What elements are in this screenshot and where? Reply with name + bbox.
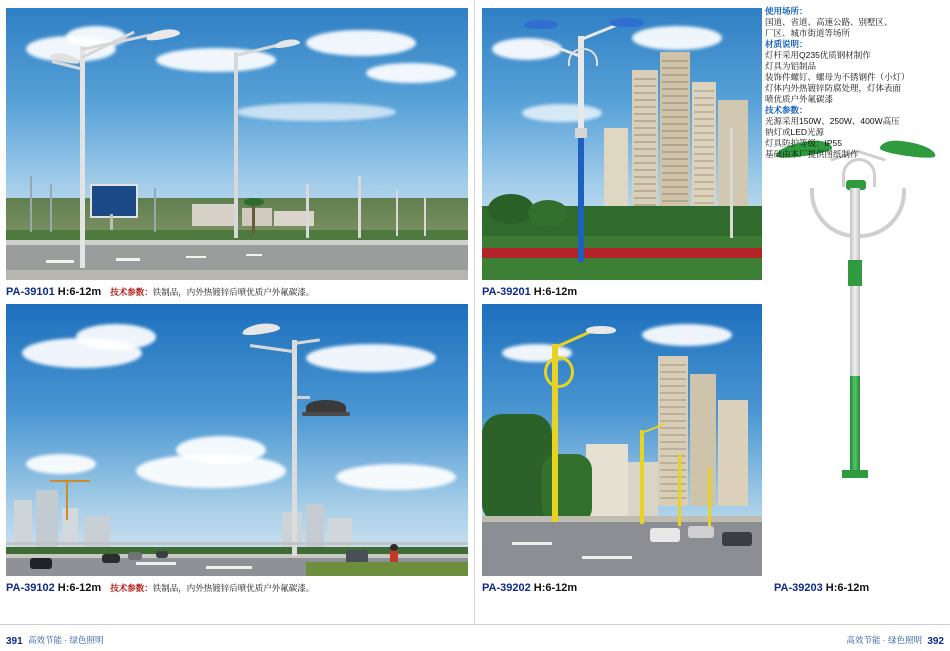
page-number-left: 391 [6, 636, 23, 647]
spec-material-line-2: 灯具为铝制品 [765, 61, 817, 71]
caption-pa-39102 [6, 582, 314, 594]
caption-pa-39203 [774, 582, 869, 594]
spec-tech-line-3: 灯具防护等级：IP55 [765, 138, 842, 148]
street-light-photo-pa-39102 [6, 304, 468, 576]
height-pa-39102: H:6-12m [57, 582, 102, 594]
spec-tech-title: 技术参数： [765, 105, 808, 115]
tech-text-pa-39102: 铁制品，内外热镀锌后喷优质户外氟碳漆。 [152, 583, 315, 593]
caption-pa-39101 [6, 286, 314, 298]
spec-material-line-1: 灯杆采用Q235优质钢材制作 [765, 50, 871, 60]
height-pa-39202: H:6-12m [533, 582, 578, 594]
street-light-rendering-pa-39203 [768, 118, 944, 576]
spec-usage-line-1: 国道、省道、高速公路、别墅区、 [765, 17, 893, 27]
street-light-photo-pa-39202 [482, 304, 762, 576]
spec-tech-line-4: 基础由本厂提供图纸制作 [765, 149, 859, 159]
code-pa-39202: PA-39202 [482, 582, 531, 594]
code-pa-39101: PA-39101 [6, 286, 55, 298]
page-number-right: 392 [927, 636, 944, 647]
caption-pa-39202 [482, 582, 577, 594]
street-light-photo-pa-39101 [6, 8, 468, 280]
caption-pa-39201 [482, 286, 577, 298]
spec-material-line-3: 装饰件螺钉、螺母为不锈钢件（小灯） [765, 72, 910, 82]
tech-label-pa-39101: 技术参数： [110, 287, 153, 297]
code-pa-39203: PA-39203 [774, 582, 823, 594]
height-pa-39203: H:6-12m [825, 582, 870, 594]
spec-material-line-4: 灯体内外热镀锌防腐处理，灯体表面 [765, 83, 902, 93]
code-pa-39102: PA-39102 [6, 582, 55, 594]
spec-material-line-5: 喷优质户外氟碳漆 [765, 94, 834, 104]
spec-usage-line-2: 厂区、城市街道等场所 [765, 28, 851, 38]
spec-panel [765, 6, 945, 160]
page-footer [0, 624, 950, 651]
spec-material-title: 材质说明： [765, 39, 808, 49]
spec-tech-line-1: 光源采用150W、250W、400W高压 [765, 116, 900, 126]
spec-usage-title: 使用场所： [765, 6, 808, 16]
height-pa-39201: H:6-12m [533, 286, 578, 298]
code-pa-39201: PA-39201 [482, 286, 531, 298]
footer-text-right: 高效节能 · 绿色照明 [846, 635, 922, 645]
page-spine-divider [474, 0, 475, 651]
height-pa-39101: H:6-12m [57, 286, 102, 298]
street-light-photo-pa-39201 [482, 8, 762, 280]
tech-text-pa-39101: 铁制品，内外热镀锌后喷优质户外氟碳漆。 [152, 287, 315, 297]
tech-label-pa-39102: 技术参数： [110, 583, 153, 593]
footer-text-left: 高效节能 · 绿色照明 [28, 635, 104, 645]
spec-tech-line-2: 钠灯或LED光源 [765, 127, 825, 137]
